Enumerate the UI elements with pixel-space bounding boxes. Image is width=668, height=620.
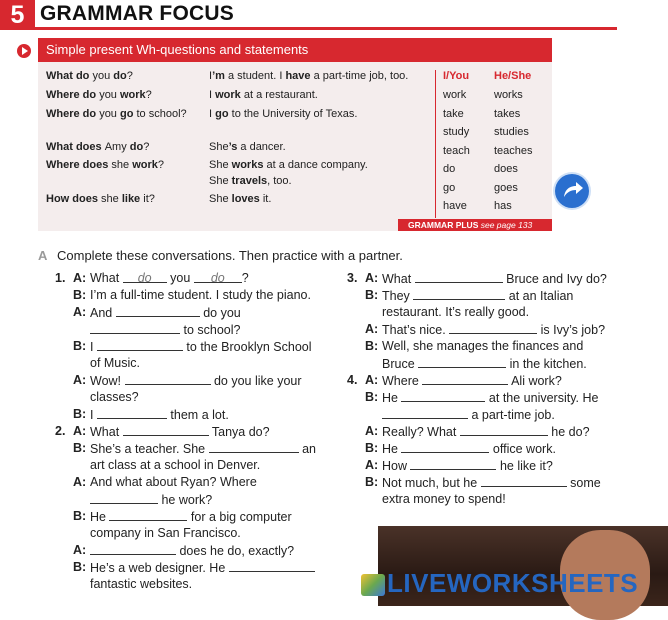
line-text: And (90, 306, 116, 320)
line-text: he like it? (496, 459, 553, 473)
grammar-statement (209, 193, 271, 206)
rest: , too. (267, 175, 292, 187)
title-rule (35, 27, 617, 30)
speaker-label: A: (73, 271, 87, 285)
question-end: it? (140, 193, 155, 205)
speaker-label: B: (365, 339, 379, 353)
main-verb: like (121, 193, 141, 205)
line-text: for a big computer (187, 510, 292, 524)
question-end: to school? (133, 108, 187, 120)
line-text: do you (199, 306, 241, 320)
play-audio-icon[interactable] (17, 44, 31, 58)
watermark-logo: LIVEWORKSHEETS (361, 568, 638, 599)
grammar-plus-bar[interactable]: GRAMMAR PLUS see page 133 (398, 219, 552, 231)
subject: She (209, 159, 232, 171)
line-text: I’m a full-time student. I study the piano. (90, 288, 311, 302)
verb-base: take (443, 107, 464, 120)
dialogue-line (382, 372, 562, 389)
answer-blank[interactable] (460, 423, 548, 436)
verb: ’m (212, 70, 225, 82)
section-number: 5 (0, 0, 35, 30)
speaker-label: A: (73, 475, 87, 489)
answer-blank[interactable] (422, 372, 508, 385)
main-verb: work (119, 89, 146, 101)
line-text: She’s a teacher. She (90, 442, 209, 456)
grammar-question (46, 141, 149, 154)
speaker-label: B: (73, 339, 87, 353)
subject: She (209, 175, 232, 187)
verb-base: study (443, 126, 470, 138)
subject: I (209, 70, 213, 82)
line-text: Really? What (382, 425, 460, 439)
dialogue-line (90, 389, 139, 405)
line-text: What (382, 272, 415, 286)
rest: to the University of Texas. (228, 108, 358, 120)
exercise-number: 3. (347, 271, 358, 285)
next-arrow-button[interactable] (555, 174, 589, 208)
curved-arrow-icon (555, 174, 589, 208)
dialogue-line (90, 559, 315, 576)
verb-base: work (443, 89, 467, 101)
rest: at a restaurant. (240, 89, 318, 101)
dialogue-line (382, 338, 583, 354)
line-text: does he do, exactly? (176, 544, 295, 558)
line-text: What (90, 425, 123, 439)
answer-blank[interactable] (418, 355, 506, 368)
verb-base: do (443, 163, 456, 175)
exercise-number: 2. (55, 424, 66, 438)
dialogue-line (382, 423, 590, 440)
line-text: he do? (547, 425, 590, 439)
speaker-label: B: (73, 560, 87, 574)
answer-blank[interactable] (401, 389, 485, 402)
dialogue-line (382, 287, 573, 304)
dialogue-line (90, 372, 302, 389)
line-text: What (90, 271, 123, 285)
line-text: office work. (489, 442, 556, 456)
answer-blank[interactable] (209, 440, 299, 453)
verb-third-person: goes (494, 181, 518, 194)
speaker-label: B: (365, 288, 379, 302)
speaker-label: B: (365, 390, 379, 404)
rest: it. (259, 193, 272, 205)
aux-verb: do (72, 70, 93, 82)
line-text: Bruce and Ivy do? (502, 272, 607, 286)
line-text: Where (382, 374, 423, 388)
grammar-statement (209, 175, 292, 188)
verb-col-i-you: I/You (443, 70, 470, 82)
question-end: ? (157, 159, 165, 171)
line-text: How (382, 459, 411, 473)
dialogue-line (90, 338, 312, 355)
dialogue-line (90, 508, 292, 525)
answer-blank[interactable] (116, 304, 200, 317)
question-end: ? (126, 70, 133, 82)
verb-table-divider (435, 70, 436, 218)
subject: you (99, 89, 120, 101)
speaker-label: B: (73, 441, 87, 455)
answer-blank[interactable] (382, 406, 468, 419)
subject: She (209, 193, 232, 205)
line-text: company in San Francisco. (90, 526, 241, 540)
speaker-label: A: (365, 424, 379, 438)
line-text: to school? (180, 323, 241, 337)
line-text: Wow! (90, 374, 125, 388)
line-text: Tanya do? (208, 425, 270, 439)
answer-blank[interactable] (97, 338, 183, 351)
line-text: in the kitchen. (506, 357, 587, 371)
liveworksheets-icon (361, 574, 385, 596)
rest: a student. I (224, 70, 286, 82)
line-text: art class at a school in Denver. (90, 458, 261, 472)
line-text: fantastic websites. (90, 577, 193, 591)
answer-blank[interactable] (449, 321, 537, 334)
grammar-question (46, 108, 187, 121)
aux-verb: does (69, 193, 102, 205)
subject: I (209, 108, 216, 120)
verb: works (231, 159, 264, 171)
dialogue-line (90, 525, 241, 541)
speaker-label: A: (365, 322, 379, 336)
answer-blank[interactable] (123, 423, 209, 436)
line-text: at the university. He (485, 391, 599, 405)
line-text: do you like your (210, 374, 302, 388)
line-text: classes? (90, 390, 139, 404)
grammar-statement (209, 108, 357, 121)
line-text: an (298, 442, 316, 456)
wh-word: How (46, 193, 70, 205)
answer-blank[interactable] (410, 457, 496, 470)
answer-blank[interactable] (90, 491, 158, 504)
answer-blank[interactable] (125, 372, 211, 385)
dialogue-line (382, 406, 555, 423)
speaker-label: B: (365, 475, 379, 489)
dialogue-line (90, 423, 270, 440)
speaker-label: A: (365, 271, 379, 285)
subject: she (111, 159, 133, 171)
speaker-label: A: (73, 305, 87, 319)
rest: at a dance company. (263, 159, 368, 171)
line-text: Well, she manages the finances and (382, 339, 584, 353)
rest: a dancer. (237, 141, 286, 153)
line-text: They (382, 289, 414, 303)
answer-blank[interactable] (481, 474, 567, 487)
speaker-label: B: (73, 509, 87, 523)
question-end: ? (143, 141, 150, 153)
main-verb: do (113, 70, 127, 82)
line-text: That’s nice. (382, 323, 450, 337)
grammar-statement (209, 159, 368, 172)
dialogue-line (382, 389, 598, 406)
line-text: restaurant. It’s really good. (382, 305, 530, 319)
exercise-letter: A (38, 248, 48, 263)
dialogue-line (90, 542, 294, 559)
main-verb: work (132, 159, 158, 171)
dialogue-line (90, 491, 212, 508)
verb: have (285, 70, 311, 82)
line-text: Bruce (382, 357, 419, 371)
aux-verb: does (72, 141, 105, 153)
verb-third-person: takes (494, 107, 521, 120)
verb: travels (231, 175, 268, 187)
answer-blank[interactable] (109, 508, 187, 521)
wh-word: What (46, 141, 73, 153)
verb: ’s (228, 141, 238, 153)
line-text: of Music. (90, 356, 141, 370)
verb-third-person: works (494, 89, 523, 101)
dialogue-line (90, 474, 257, 490)
answer-blank[interactable] (97, 406, 167, 419)
verb: work (215, 89, 241, 101)
answer-blank[interactable] (229, 559, 315, 572)
line-text: ? (241, 271, 249, 285)
grammar-question (46, 193, 155, 206)
line-text: extra money to spend! (382, 492, 506, 506)
answer-blank[interactable] (413, 287, 505, 300)
line-text: I (90, 408, 97, 422)
answer-blank[interactable]: do (194, 270, 242, 283)
speaker-label: B: (73, 288, 87, 302)
grammar-statement (209, 141, 286, 154)
aux-verb: does (79, 159, 112, 171)
dialogue-line (90, 321, 240, 338)
speaker-label: B: (365, 441, 379, 455)
subject: she (101, 193, 122, 205)
line-text: He’s a web designer. He (90, 561, 229, 575)
grammar-question (46, 70, 133, 83)
dialogue-line (90, 355, 140, 371)
grammar-question (46, 89, 152, 102)
speaker-label: A: (73, 543, 87, 557)
grammar-question (46, 159, 164, 172)
main-verb: do (129, 141, 144, 153)
answer-blank[interactable] (415, 270, 503, 283)
wh-word: What (46, 70, 73, 82)
exercise-instruction: Complete these conversations. Then practice with a partner. (57, 248, 403, 263)
aux-verb: do (79, 108, 100, 120)
dialogue-line (90, 406, 229, 423)
verb-base: teach (443, 144, 470, 157)
dialogue-line (382, 474, 601, 491)
line-text: at an Italian (505, 289, 574, 303)
dialogue-line (382, 440, 556, 457)
main-verb: go (119, 108, 134, 120)
line-text: some (566, 476, 601, 490)
verb-col-he-she: He/She (494, 70, 532, 82)
line-text: is Ivy’s job? (537, 323, 606, 337)
wh-word: Where (46, 89, 80, 101)
line-text: them a lot. (166, 408, 229, 422)
verb-base: go (443, 181, 456, 194)
dialogue-line (382, 321, 605, 338)
dialogue-line (382, 270, 607, 287)
verb-third-person: does (494, 163, 518, 175)
exercise-number: 1. (55, 271, 66, 285)
speaker-label: A: (73, 373, 87, 387)
verb: go (215, 108, 229, 120)
grammar-focus-heading: Simple present Wh-questions and statements (38, 38, 552, 62)
line-text: you (166, 271, 194, 285)
line-text: And what about Ryan? Where (90, 475, 257, 489)
subject: you (92, 70, 114, 82)
line-text: he work? (158, 493, 213, 507)
grammar-statement (209, 89, 318, 102)
question-end: ? (145, 89, 152, 101)
answer-blank[interactable] (401, 440, 489, 453)
line-text: He (382, 391, 402, 405)
wh-word: Where (46, 159, 80, 171)
dialogue-line (90, 457, 260, 473)
dialogue-line (382, 491, 506, 507)
grammar-statement (209, 70, 408, 83)
verb-third-person: teaches (494, 144, 533, 157)
exercise-number: 4. (347, 373, 358, 387)
answer-blank[interactable] (90, 321, 180, 334)
line-text: He (382, 442, 402, 456)
dialogue-line (90, 440, 316, 457)
answer-blank[interactable] (90, 542, 176, 555)
rest: a part-time job, too. (310, 70, 409, 82)
verb-third-person: has (494, 200, 512, 212)
line-text: Not much, but he (382, 476, 481, 490)
dialogue-line (382, 304, 529, 320)
speaker-label: A: (73, 424, 87, 438)
dialogue-line (90, 270, 249, 286)
dialogue-line (90, 304, 241, 321)
aux-verb: do (79, 89, 100, 101)
dialogue-line (382, 355, 587, 372)
subject: I (209, 89, 216, 101)
verb-base: have (443, 200, 467, 212)
verb-third-person: studies (494, 126, 529, 138)
speaker-label: B: (73, 407, 87, 421)
dialogue-line (90, 287, 311, 303)
line-text: Ali work? (508, 374, 562, 388)
subject: Amy (104, 141, 130, 153)
speaker-label: A: (365, 373, 379, 387)
verb: loves (231, 193, 260, 205)
wh-word: Where (46, 108, 80, 120)
line-text: to the Brooklyn School (182, 340, 312, 354)
line-text: a part-time job. (468, 408, 555, 422)
subject: you (99, 108, 120, 120)
dialogue-line (382, 457, 553, 474)
line-text: I (90, 340, 97, 354)
dialogue-line (90, 576, 192, 592)
answer-blank[interactable]: do (123, 270, 167, 283)
section-title: GRAMMAR FOCUS (40, 2, 234, 25)
line-text: He (90, 510, 110, 524)
speaker-label: A: (365, 458, 379, 472)
subject: She (209, 141, 229, 153)
